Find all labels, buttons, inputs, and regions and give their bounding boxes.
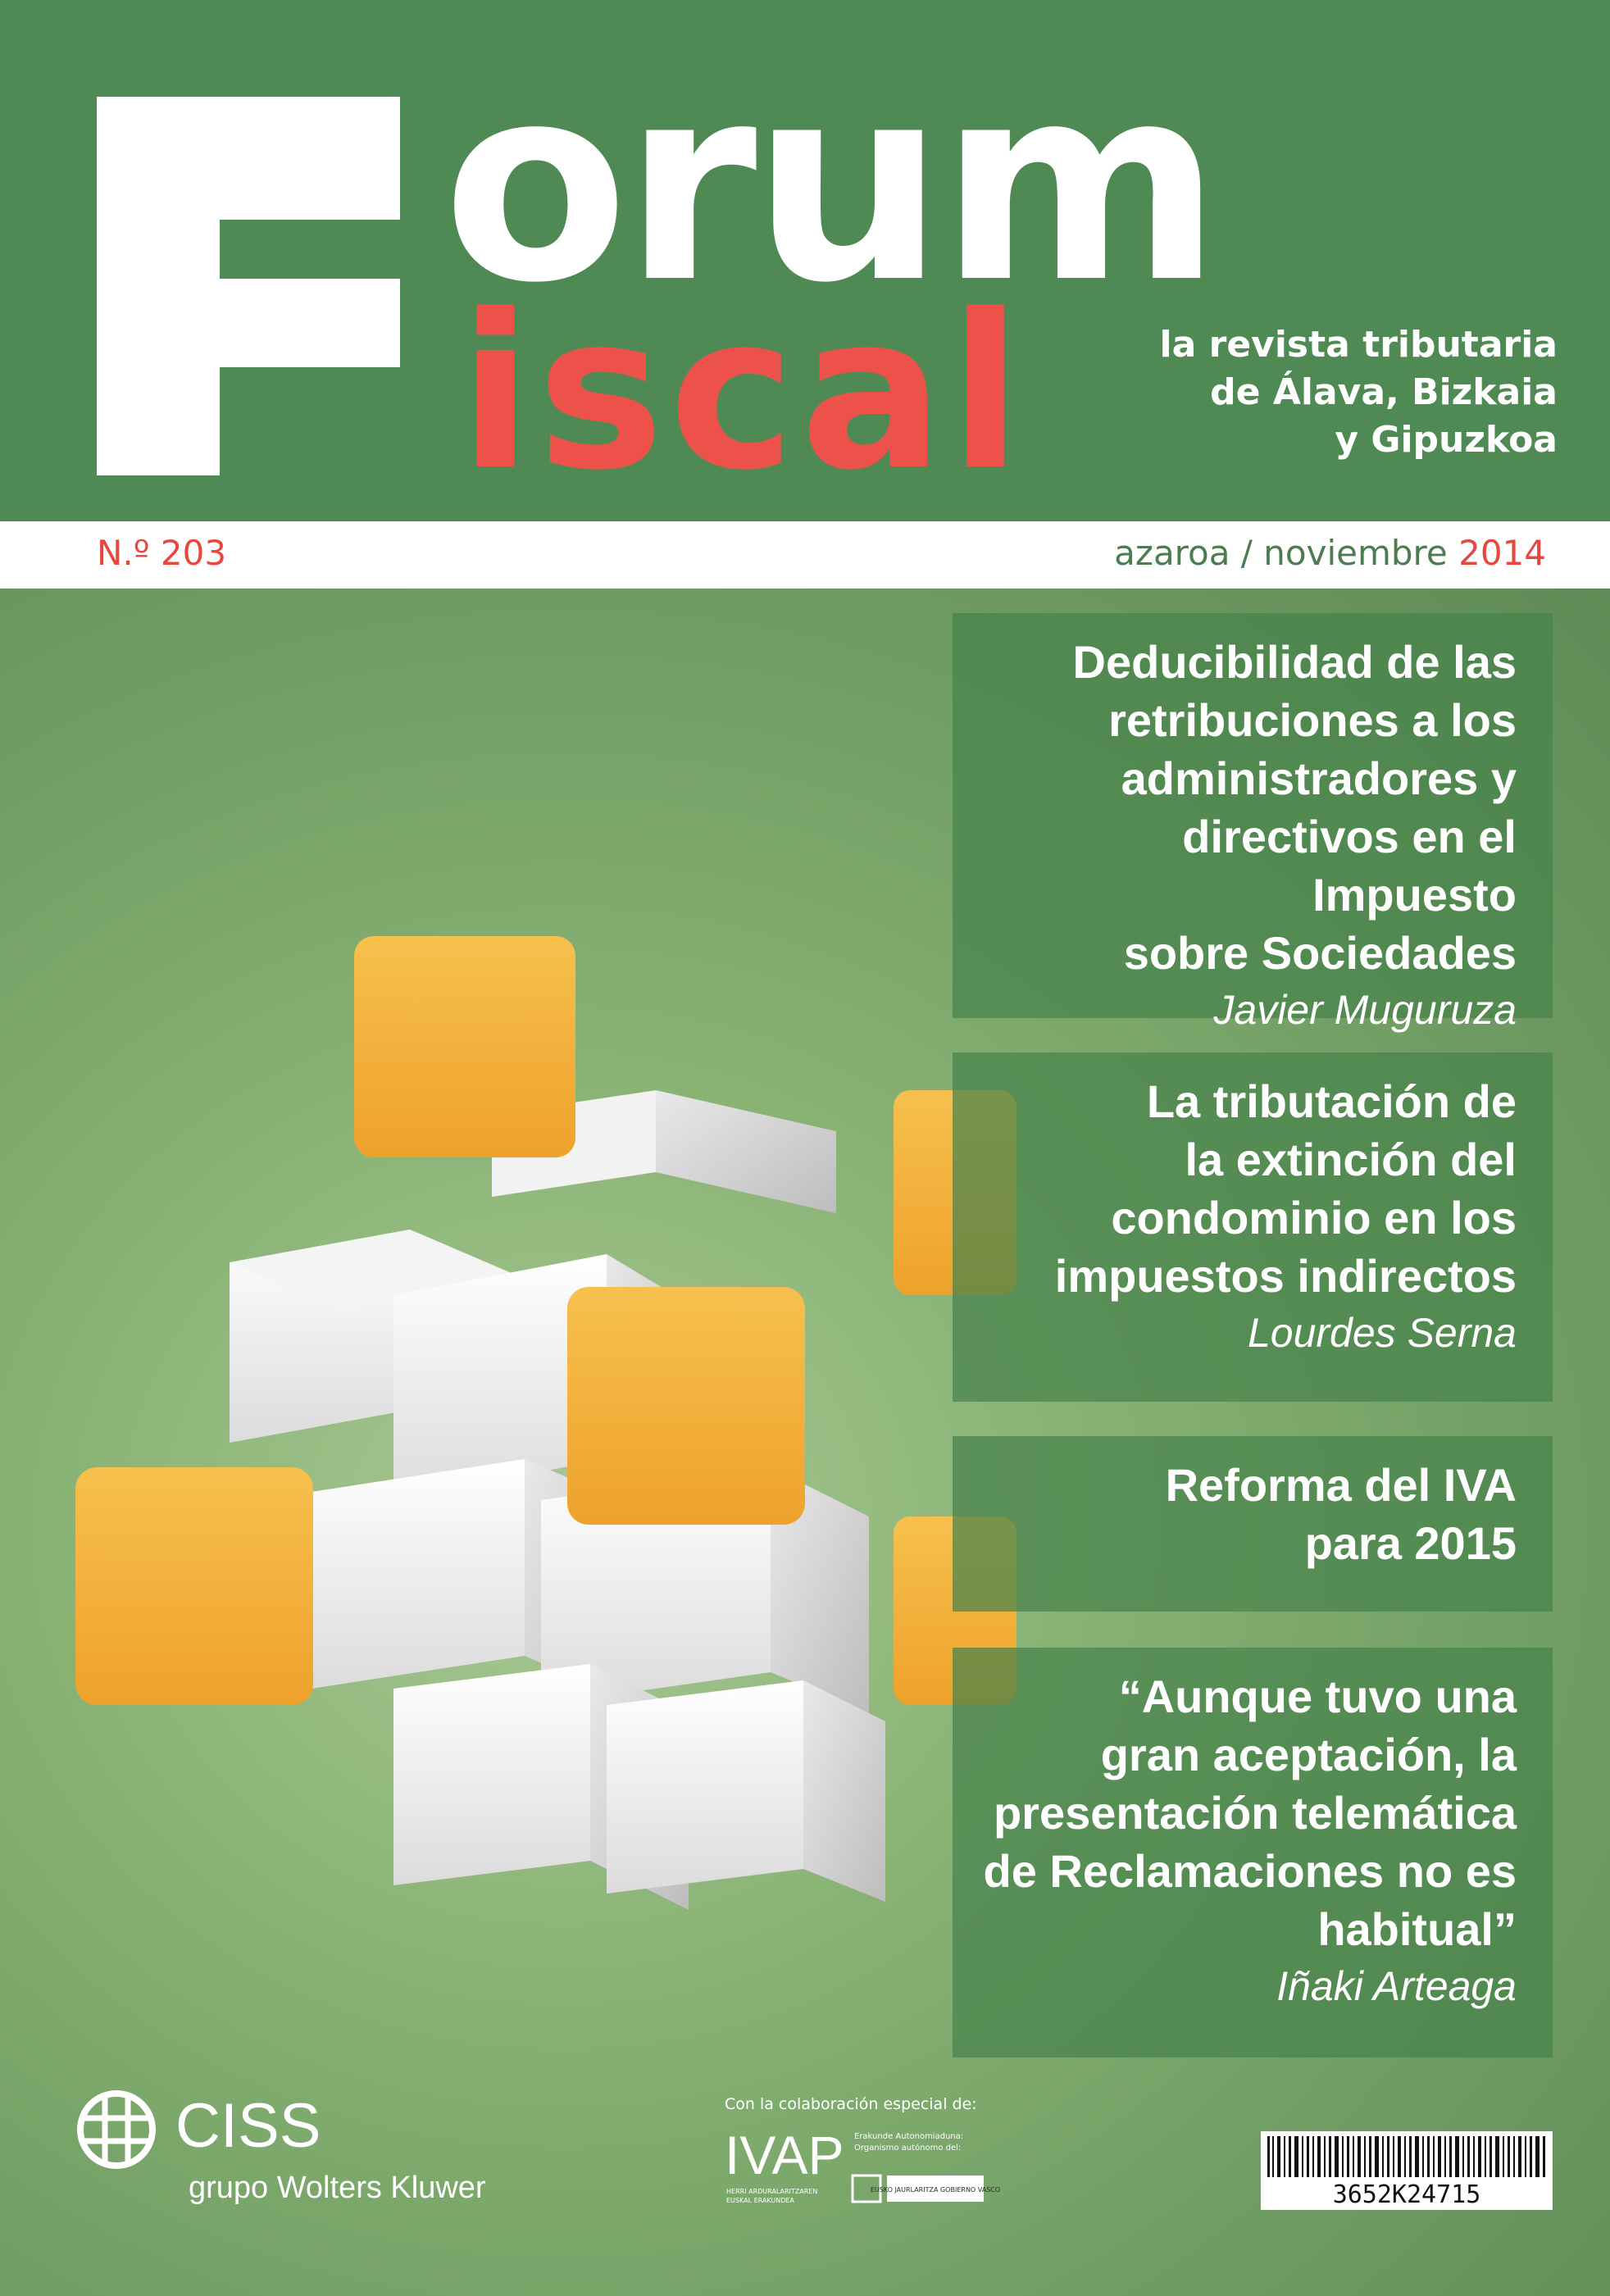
article-author: Iñaki Arteaga — [1276, 1963, 1517, 2009]
collaboration-label: Con la colaboración especial de: — [725, 2095, 977, 2113]
barcode-bars — [1261, 2131, 1553, 2180]
orange-cube — [75, 1467, 313, 1705]
masthead — [0, 0, 1610, 521]
erakunde-label: Erakunde Autonomiaduna: Organismo autónomo del: — [854, 2132, 964, 2153]
issue-number: N.º 203 — [97, 533, 227, 573]
barcode-number: 3652K24715 — [1332, 2180, 1481, 2209]
article-box — [953, 613, 1553, 1033]
eusko-text: EUSKO JAURLARITZA GOBIERNO VASCO — [870, 2186, 1001, 2194]
logo-orum: orum — [443, 27, 1217, 342]
logo-letter-f — [97, 97, 400, 475]
article-author: Javier Muguruza — [1213, 987, 1517, 1033]
issue-date — [1114, 533, 1546, 573]
orange-cube — [567, 1287, 805, 1525]
tagline-line-3: y Gipuzkoa — [1335, 419, 1558, 461]
cube-illustration — [66, 902, 1098, 1935]
article-box — [953, 1648, 1553, 2057]
ciss-globe-icon — [75, 2089, 157, 2171]
ivap-logo: IVAP — [725, 2125, 844, 2185]
article-box — [953, 1436, 1553, 1612]
tagline-line-2: de Álava, Bizkaia — [1210, 371, 1558, 413]
article-title: Deducibilidad de las retribuciones a los administradores y directivos en el Impuesto sobre Sociedades — [1072, 636, 1517, 979]
article-author: Lourdes Serna — [1247, 1310, 1517, 1356]
issue-date-text: azaroa / noviembre — [1114, 533, 1459, 573]
logo-iscal: iscal — [459, 270, 1027, 517]
eusko-jaurlaritza-logo — [853, 2174, 1001, 2203]
tagline-line-1: la revista tributaria — [1159, 324, 1558, 366]
publisher-group: grupo Wolters Kluwer — [189, 2171, 486, 2205]
article-box — [953, 1053, 1553, 1402]
orange-cube — [354, 936, 575, 1157]
publisher-name: CISS — [175, 2091, 321, 2161]
article-title: “Aunque tuvo una gran aceptación, la presentación telemática de Reclamaciones no es habitual” — [983, 1671, 1517, 1955]
white-cube — [607, 1680, 885, 1902]
issue-year: 2014 — [1458, 533, 1546, 573]
article-title: La tributación de la extinción del condominio en los impuestos indirectos — [1054, 1075, 1517, 1302]
tagline — [1160, 321, 1558, 464]
ivap-subtitle: HERRI ARDURALARITZAREN EUSKAL ERAKUNDEA — [726, 2188, 818, 2204]
article-title: Reforma del IVA para 2015 — [1165, 1459, 1517, 1569]
